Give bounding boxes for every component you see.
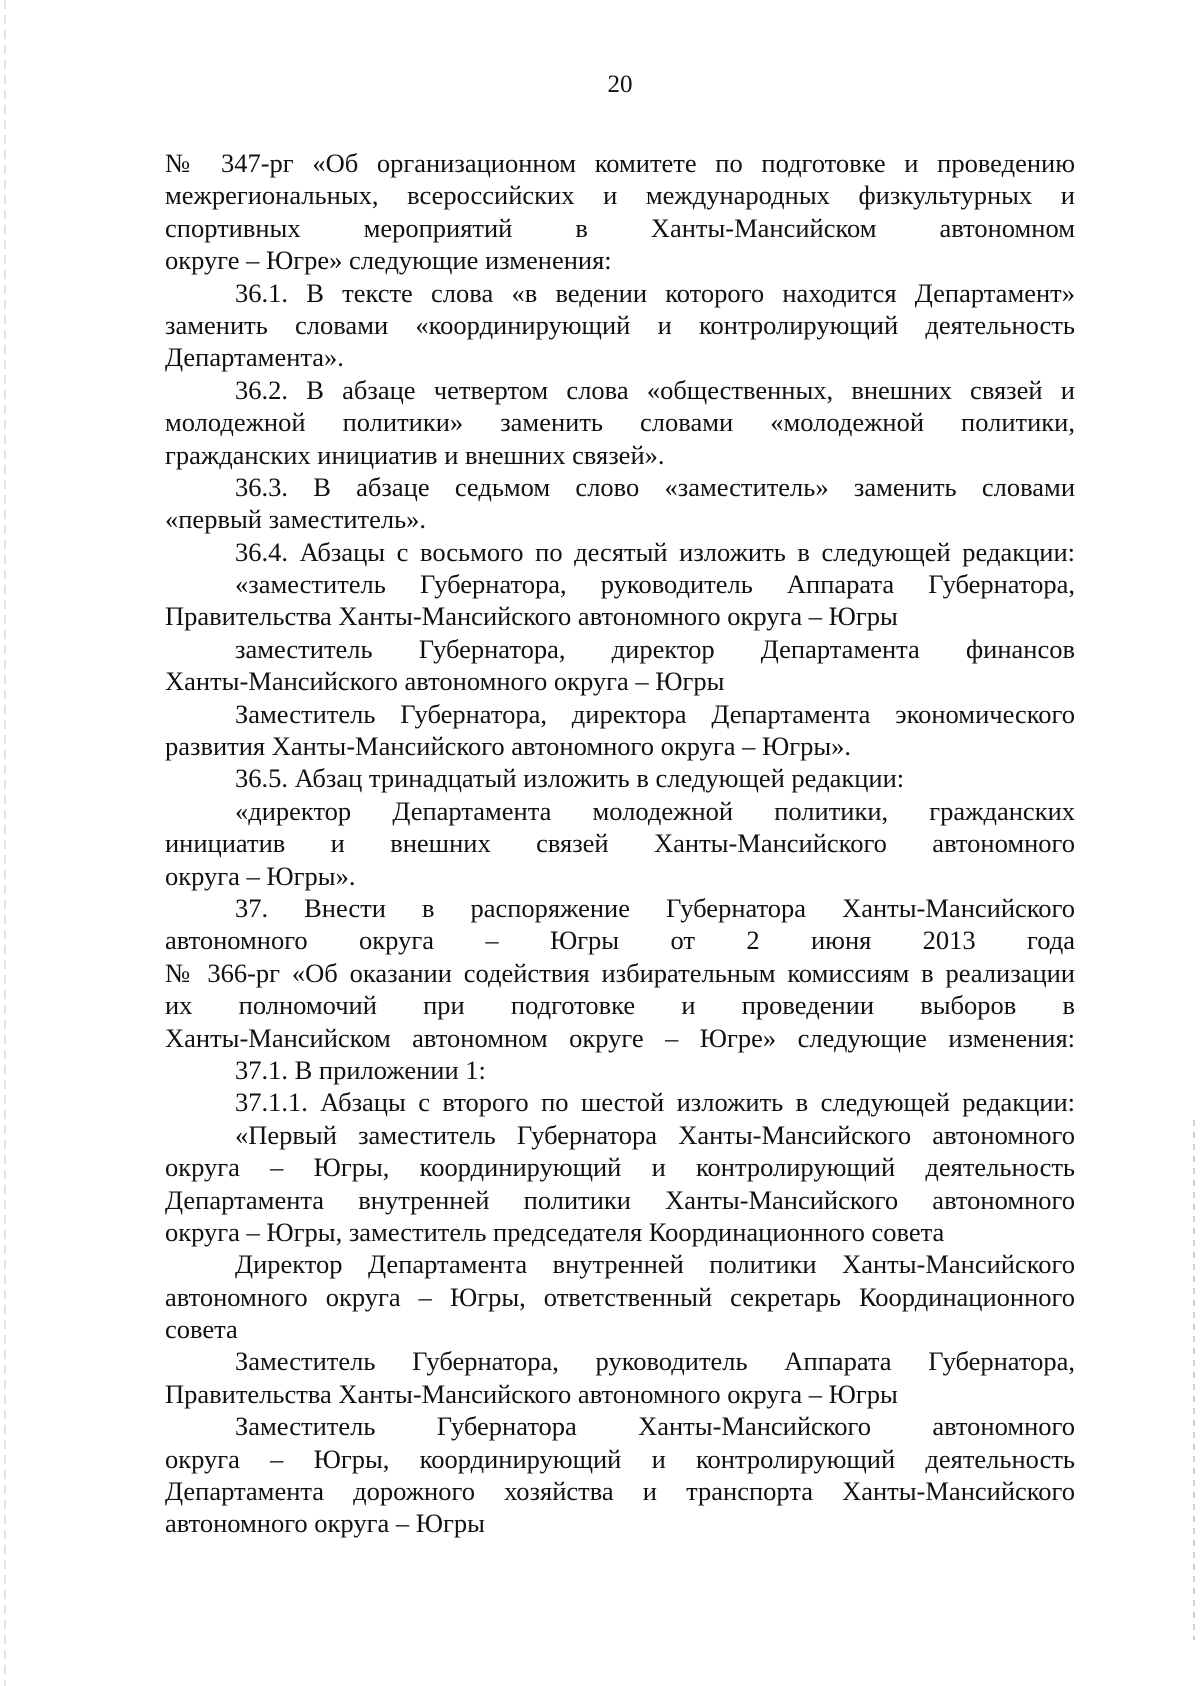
text-line: округа – Югры».: [165, 860, 356, 891]
text-line: Ханты-Мансийского автономного округа – Югры: [165, 666, 725, 697]
text-line: молодежной политики» заменить словами «молодежной политики,: [165, 407, 1075, 438]
text-line: 36.3. В абзаце седьмом слово «заместитель» заменить словами: [235, 471, 1075, 502]
text-line: Ханты-Мансийском автономном округе – Югре» следующие изменения:: [165, 1022, 1075, 1053]
text-line: «заместитель Губернатора, руководитель Аппарата Губернатора,: [235, 569, 1075, 600]
text-line: Правительства Ханты-Мансийского автономного округа – Югры: [165, 1378, 898, 1409]
text-line: 37. Внести в распоряжение Губернатора Ханты-Мансийского: [235, 892, 1075, 923]
text-line: Заместитель Губернатора, директора Департамента экономического: [235, 698, 1075, 729]
text-line: 36.2. В абзаце четвертом слова «общественных, внешних связей и: [235, 374, 1075, 405]
text-line: совета: [165, 1314, 238, 1345]
text-line: «первый заместитель».: [165, 504, 427, 535]
scan-edge-left: [4, 0, 6, 1686]
text-line: автономного округа – Югры от 2 июня 2013 года: [165, 925, 1075, 956]
text-line: «директор Департамента молодежной политики, гражданских: [235, 795, 1075, 826]
text-line: 36.1. В тексте слова «в ведении которого находится Департамент»: [235, 277, 1075, 308]
text-line: развития Ханты-Мансийского автономного округа – Югры».: [165, 731, 852, 762]
document-body: [165, 147, 1075, 1540]
text-line: автономного округа – Югры, ответственный секретарь Координационного: [165, 1281, 1075, 1312]
text-line: межрегиональных, всероссийских и международных физкультурных и: [165, 180, 1075, 211]
text-line: № 347-рг «Об организационном комитете по подготовке и проведению: [165, 148, 1075, 178]
text-line: заменить словами «координирующий и контролирующий деятельность: [165, 309, 1075, 340]
text-line: 37.1.1. Абзацы с второго по шестой изложить в следующей редакции:: [235, 1087, 1075, 1118]
text-line: Директор Департамента внутренней политики Ханты-Мансийского: [235, 1249, 1075, 1280]
text-line: заместитель Губернатора, директор Департамента финансов: [235, 633, 1075, 664]
text-line: 36.5. Абзац тринадцатый изложить в следующей редакции:: [235, 763, 905, 794]
page-number: 20: [607, 71, 633, 98]
text-line: № 366-рг «Об оказании содействия избирательным комиссиям в реализации: [165, 957, 1075, 988]
text-line: инициатив и внешних связей Ханты-Мансийского автономного: [165, 828, 1075, 859]
text-line: округа – Югры, координирующий и контролирующий деятельность: [165, 1152, 1075, 1183]
text-line: автономного округа – Югры: [165, 1508, 485, 1539]
text-line: Правительства Ханты-Мансийского автономного округа – Югры: [165, 601, 898, 632]
text-line: спортивных мероприятий в Ханты-Мансийском автономном: [165, 212, 1075, 243]
scan-edge-right: [1193, 1120, 1195, 1640]
text-line: округа – Югры, заместитель председателя Координационного совета: [165, 1216, 945, 1247]
text-line: Департамента внутренней политики Ханты-Мансийского автономного: [165, 1184, 1075, 1215]
text-line: Департамента».: [165, 342, 344, 373]
text-line: Заместитель Губернатора Ханты-Мансийского автономного: [235, 1411, 1075, 1442]
text-line: Заместитель Губернатора, руководитель Аппарата Губернатора,: [235, 1346, 1075, 1377]
text-line: 36.4. Абзацы с восьмого по десятый изложить в следующей редакции:: [235, 536, 1075, 567]
text-line: округе – Югре» следующие изменения:: [165, 245, 612, 276]
text-line: гражданских инициатив и внешних связей».: [165, 439, 665, 470]
text-line: «Первый заместитель Губернатора Ханты-Мансийского автономного: [235, 1119, 1075, 1150]
text-line: их полномочий при подготовке и проведении выборов в: [165, 990, 1075, 1021]
text-line: Департамента дорожного хозяйства и транспорта Ханты-Мансийского: [165, 1476, 1075, 1507]
text-line: 37.1. В приложении 1:: [235, 1054, 486, 1085]
text-line: округа – Югры, координирующий и контролирующий деятельность: [165, 1443, 1075, 1474]
